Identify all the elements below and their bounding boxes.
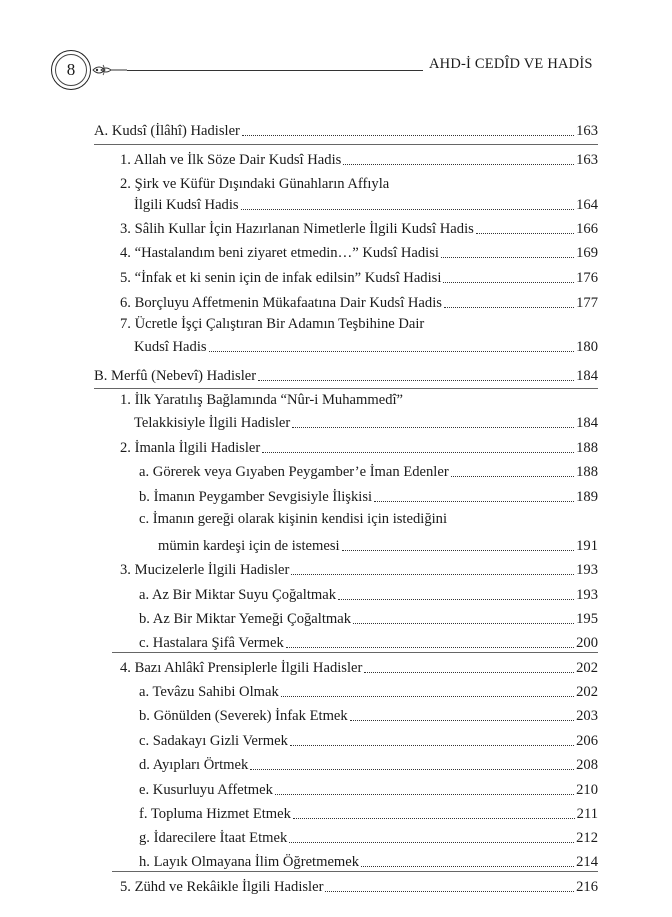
toc-label: c. Hastalara Şifâ Vermek xyxy=(139,635,284,651)
toc-subentry-b2b xyxy=(139,484,598,506)
dot-leader xyxy=(343,163,574,165)
toc-page: 216 xyxy=(576,879,598,895)
toc-page: 164 xyxy=(576,197,598,213)
dot-leader xyxy=(209,350,575,352)
toc-page: 166 xyxy=(576,221,598,237)
toc-label: 7. Ücretle İşçi Çalıştıran Bir Adamın Teşbihine Dair xyxy=(120,316,425,332)
toc-label: 5. “İnfak et ki senin için de infak edilsin” Kudsî Hadisi xyxy=(120,270,442,286)
dot-leader xyxy=(286,646,574,648)
toc-entry-a3 xyxy=(120,216,598,238)
dot-leader xyxy=(476,232,574,234)
toc-entry-a4 xyxy=(120,240,598,262)
toc-page: 184 xyxy=(576,415,598,431)
toc-page: 202 xyxy=(576,684,598,700)
toc-section-a xyxy=(94,118,598,140)
toc-page: 208 xyxy=(576,757,598,773)
toc-subentry-b4a xyxy=(139,679,598,701)
dot-leader xyxy=(364,671,574,673)
toc-entry-b1-line2 xyxy=(134,410,598,432)
toc-label: c. Sadakayı Gizli Vermek xyxy=(139,733,288,749)
toc-page: 193 xyxy=(576,587,598,603)
toc-label: c. İmanın gereği olarak kişinin kendisi için istediğini xyxy=(139,511,448,527)
section-divider xyxy=(94,144,598,145)
toc-page: 188 xyxy=(576,464,598,480)
toc-subentry-b4f xyxy=(139,801,598,823)
toc-label: 1. İlk Yaratılış Bağlamında “Nûr-i Muhammedî” xyxy=(120,392,404,408)
toc-label: e. Kusurluyu Affetmek xyxy=(139,782,273,798)
toc-label: 5. Zühd ve Rekâikle İlgili Hadisler xyxy=(120,879,324,895)
dot-leader xyxy=(451,475,574,477)
toc-page: 189 xyxy=(576,489,598,505)
toc-label: d. Ayıpları Örtmek xyxy=(139,757,249,773)
dot-leader xyxy=(374,500,574,502)
toc-subentry-b4g xyxy=(139,825,598,847)
dot-leader xyxy=(262,451,574,453)
toc-subentry-b3c xyxy=(139,630,598,652)
dot-leader xyxy=(250,768,574,770)
toc-entry-a6 xyxy=(120,290,598,312)
toc-subentry-b4h xyxy=(139,849,598,871)
toc-page: 169 xyxy=(576,245,598,261)
toc-entry-b3 xyxy=(120,557,598,579)
toc-label: a. Tevâzu Sahibi Olmak xyxy=(139,684,279,700)
toc-page: 214 xyxy=(576,854,598,870)
toc-label: 2. Şirk ve Küfür Dışındaki Günahların Affıyla xyxy=(120,176,390,192)
toc-page: 163 xyxy=(576,123,598,139)
toc-page: 193 xyxy=(576,562,598,578)
toc-label: 3. Mucizelerle İlgili Hadisler xyxy=(120,562,290,578)
toc-page: 184 xyxy=(576,368,598,384)
toc-subentry-b3b xyxy=(139,606,598,628)
toc-page: 191 xyxy=(576,538,598,554)
toc-entry-a5 xyxy=(120,265,598,287)
section-divider xyxy=(112,652,598,653)
dot-leader xyxy=(289,841,574,843)
dot-leader xyxy=(441,256,574,258)
toc-page: 212 xyxy=(576,830,598,846)
toc-page: 180 xyxy=(576,339,598,355)
toc-label: 1. Allah ve İlk Söze Dair Kudsî Hadis xyxy=(120,152,342,168)
dot-leader xyxy=(325,890,574,892)
toc-label: b. Az Bir Miktar Yemeği Çoğaltmak xyxy=(139,611,352,627)
toc-page: 200 xyxy=(576,635,598,651)
dot-leader xyxy=(353,622,574,624)
dot-leader xyxy=(444,306,574,308)
dot-leader xyxy=(242,134,574,136)
dot-leader xyxy=(290,744,574,746)
toc-subentry-b3a xyxy=(139,582,598,604)
toc-label: Telakkisiyle İlgili Hadisler xyxy=(134,415,291,431)
dot-leader xyxy=(338,598,574,600)
toc-page: 206 xyxy=(576,733,598,749)
dot-leader xyxy=(275,793,574,795)
toc-label: b. İmanın Peygamber Sevgisiyle İlişkisi xyxy=(139,489,373,505)
toc-label: b. Gönülden (Severek) İnfak Etmek xyxy=(139,708,348,724)
toc-page: 188 xyxy=(576,440,598,456)
toc-page: 203 xyxy=(576,708,598,724)
section-divider xyxy=(94,388,598,389)
toc-label: B. Merfû (Nebevî) Hadisler xyxy=(94,368,257,384)
toc-label: İlgili Kudsî Hadis xyxy=(134,197,239,213)
toc-page: 177 xyxy=(576,295,598,311)
toc-label: 3. Sâlih Kullar İçin Hazırlanan Nimetlerle İlgili Kudsî Hadis xyxy=(120,221,474,237)
toc-entry-b4 xyxy=(120,655,598,677)
toc-entry-a7-line2 xyxy=(134,334,598,356)
dot-leader xyxy=(293,817,575,819)
book-title: AHD-İ CEDÎD VE HADİS xyxy=(429,56,593,72)
toc-page: 202 xyxy=(576,660,598,676)
toc-entry-b2 xyxy=(120,435,598,457)
dot-leader xyxy=(241,208,575,210)
dot-leader xyxy=(443,281,574,283)
section-divider xyxy=(112,871,598,872)
dot-leader xyxy=(350,719,574,721)
toc-entry-b5 xyxy=(120,874,598,896)
toc-label: g. İdarecilere İtaat Etmek xyxy=(139,830,288,846)
toc-label: h. Layık Olmayana İlim Öğretmemek xyxy=(139,854,360,870)
toc-label: a. Az Bir Miktar Suyu Çoğaltmak xyxy=(139,587,336,603)
toc-label: mümin kardeşi için de istemesi xyxy=(158,538,340,554)
dot-leader xyxy=(342,549,575,551)
toc-subentry-b2c-line1 xyxy=(139,510,598,532)
toc-label: f. Topluma Hizmet Etmek xyxy=(139,806,291,822)
toc-subentry-b4e xyxy=(139,777,598,799)
toc-entry-a1 xyxy=(120,147,598,169)
toc-label: 4. Bazı Ahlâkî Prensiplerle İlgili Hadisler xyxy=(120,660,363,676)
toc-subentry-b4c xyxy=(139,728,598,750)
toc-label: 2. İmanla İlgili Hadisler xyxy=(120,440,261,456)
toc-subentry-b2c-line2 xyxy=(158,533,598,555)
toc-section-b xyxy=(94,363,598,385)
toc-subentry-b2a xyxy=(139,459,598,481)
dot-leader xyxy=(281,695,574,697)
dot-leader xyxy=(258,379,574,381)
toc-label: a. Görerek veya Gıyaben Peygamber’e İman Edenler xyxy=(139,464,449,480)
toc-label: 6. Borçluyu Affetmenin Mükafaatına Dair Kudsî Hadis xyxy=(120,295,442,311)
toc-subentry-b4b xyxy=(139,703,598,725)
toc-label: 4. “Hastalandım beni ziyaret etmedin…” Kudsî Hadisi xyxy=(120,245,439,261)
toc-page: 163 xyxy=(576,152,598,168)
toc-subentry-b4d xyxy=(139,752,598,774)
toc-entry-a2-line2 xyxy=(134,192,598,214)
toc-label: A. Kudsî (İlâhî) Hadisler xyxy=(94,123,240,139)
dot-leader xyxy=(292,426,574,428)
dot-leader xyxy=(361,865,574,867)
toc-label: Kudsî Hadis xyxy=(134,339,207,355)
toc-page: 176 xyxy=(576,270,598,286)
toc-page: 210 xyxy=(576,782,598,798)
page-number: 8 xyxy=(66,60,76,79)
toc-page: 195 xyxy=(576,611,598,627)
toc-page: 211 xyxy=(576,806,598,822)
dot-leader xyxy=(291,573,574,575)
